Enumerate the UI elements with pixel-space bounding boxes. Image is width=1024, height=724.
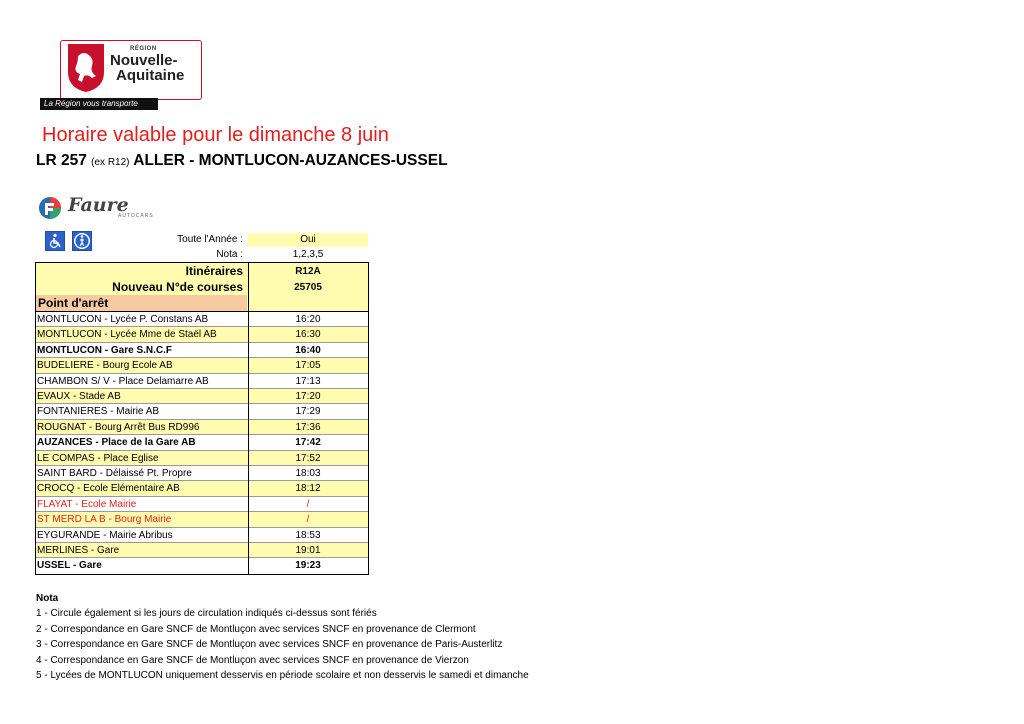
departure-time: 17:05	[295, 360, 321, 372]
operator-emblem-icon	[38, 196, 62, 220]
stop-name: FLAYAT - Ecole Mairie	[37, 498, 137, 510]
departure-time: 16:30	[295, 329, 321, 341]
departure-time: 19:23	[295, 560, 321, 572]
region-logo	[40, 40, 202, 112]
stop-name: ROUGNAT - Bourg Arrêt Bus RD996	[37, 421, 200, 433]
stop-name: MONTLUCON - Lycée Mme de Staël AB	[37, 329, 217, 341]
logo-tagline: La Région vous transporte	[40, 98, 158, 110]
stop-name: ST MERD LA B - Bourg Mairie	[37, 514, 172, 526]
nota-label: Nota :	[216, 249, 243, 260]
logo-name-line2: Aquitaine	[116, 67, 185, 84]
departure-time: 16:20	[295, 314, 321, 325]
departure-time: 17:36	[295, 421, 321, 433]
nota-value: 1,2,3,5	[292, 249, 324, 260]
page-headline: Horaire valable pour le dimanche 8 juin	[42, 124, 389, 146]
operator-subtitle: AUTOCARS	[118, 213, 154, 219]
itineraries-value: R12A	[295, 266, 321, 277]
route-title	[36, 152, 448, 170]
column-divider	[248, 263, 249, 574]
lion-shield-icon	[66, 42, 106, 94]
note-item: 1 - Circule également si les jours de circulation indiqués ci-dessus sont fériés	[36, 608, 377, 619]
departure-time: 17:13	[295, 375, 321, 387]
stop-name: EYGURANDE - Mairie Abribus	[37, 529, 173, 541]
departure-time: 18:53	[295, 529, 321, 541]
stop-name: LE COMPAS - Place Eglise	[37, 452, 159, 464]
stop-name: MERLINES - Gare	[37, 545, 120, 556]
stop-name: USSEL - Gare	[37, 560, 102, 572]
stop-name: BUDELIERE - Bourg Ecole AB	[37, 360, 173, 372]
departure-time: /	[306, 498, 310, 510]
stop-name: CHAMBON S/ V - Place Delamarre AB	[37, 375, 209, 387]
notes-title: Nota	[36, 593, 59, 604]
departure-time: 19:01	[295, 545, 321, 556]
departure-time: 17:29	[295, 406, 321, 418]
line-code: LR 257	[36, 152, 87, 169]
stop-name: MONTLUCON - Lycée P. Constans AB	[37, 314, 209, 325]
timetable-frame	[35, 262, 369, 575]
stop-name: SAINT BARD - Délaissé Pt. Propre	[37, 468, 192, 479]
note-item: 3 - Correspondance en Gare SNCF de Montluçon avec services SNCF en provenance de Paris-Austerlitz	[36, 639, 503, 650]
operator-name: Faure	[68, 194, 129, 216]
operator-logo	[38, 194, 154, 222]
departure-time: /	[306, 514, 310, 526]
stop-name: CROCQ - Ecole Elémentaire AB	[37, 483, 180, 495]
old-line-code: (ex R12)	[91, 157, 130, 168]
logo-region-text: RÉGION	[130, 46, 157, 52]
departure-time: 18:12	[295, 483, 321, 495]
departure-time: 17:52	[295, 452, 321, 464]
course-number-label: Nouveau N°de courses	[112, 280, 243, 294]
all-year-value: Oui	[248, 233, 368, 247]
stop-column-header: Point d'arrêt	[38, 296, 109, 310]
wheelchair-icon	[45, 231, 65, 251]
all-year-label: Toute l'Année :	[177, 234, 243, 245]
course-number-value: 25705	[294, 282, 322, 293]
stop-name: FONTANIERES - Mairie AB	[37, 406, 160, 418]
itineraries-label: Itinéraires	[185, 264, 243, 278]
logo-name-line1: Nouvelle-	[110, 52, 178, 69]
route-name: ALLER - MONTLUCON-AUZANCES-USSEL	[133, 152, 448, 169]
pedestrian-icon	[72, 231, 92, 251]
departure-time: 18:03	[295, 468, 321, 479]
note-item: 4 - Correspondance en Gare SNCF de Montluçon avec services SNCF en provenance de Vierzon	[36, 654, 469, 666]
note-item: 5 - Lycées de MONTLUCON uniquement desservis en période scolaire et non desservis le samedi et dimanche	[36, 670, 529, 681]
departure-time: 17:42	[295, 437, 321, 449]
stop-name: MONTLUCON - Gare S.N.C.F	[37, 344, 173, 356]
stop-name: EVAUX - Stade AB	[37, 391, 121, 402]
departure-time: 17:20	[295, 391, 321, 402]
departure-time: 16:40	[295, 344, 321, 356]
stop-name: AUZANCES - Place de la Gare AB	[37, 437, 196, 449]
note-item: 2 - Correspondance en Gare SNCF de Montluçon avec services SNCF en provenance de Clermont	[36, 623, 476, 635]
